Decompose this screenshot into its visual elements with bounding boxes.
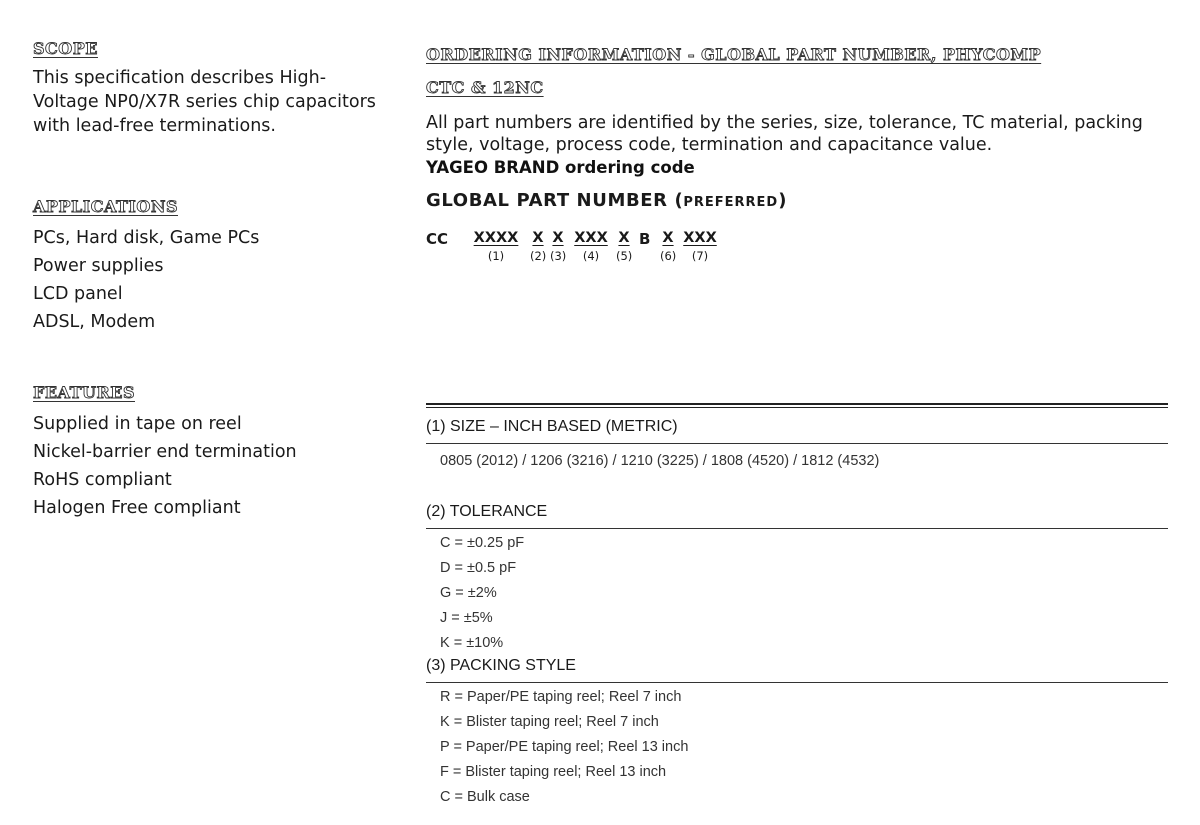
global-title-small: PREFERRED bbox=[683, 195, 779, 210]
code-token-number: (2) bbox=[530, 249, 547, 263]
list-item: R = Paper/PE taping reel; Reel 7 inch bbox=[440, 689, 682, 705]
applications-list bbox=[33, 224, 378, 336]
list-item: 0805 (2012) / 1206 (3216) / 1210 (3225) / 1808 (4520) / 1812 (4532) bbox=[440, 453, 880, 469]
list-item: C = ±0.25 pF bbox=[440, 535, 525, 551]
code-fixed-letter: B bbox=[639, 230, 651, 248]
code-token-number: (1) bbox=[487, 249, 505, 263]
features-heading: FEATURES bbox=[33, 383, 135, 402]
code-token-number: (7) bbox=[691, 249, 709, 263]
applications-heading: APPLICATIONS bbox=[33, 197, 178, 216]
scope-section bbox=[33, 38, 378, 138]
scope-heading: SCOPE bbox=[33, 39, 98, 58]
divider bbox=[426, 407, 1168, 408]
list-item: G = ±2% bbox=[440, 585, 497, 601]
list-item: PCs, Hard disk, Game PCs bbox=[33, 228, 260, 248]
ordering-intro: All part numbers are identified by the series, size, tolerance, TC material, packing style, voltage, process code, termination and capacitance value. bbox=[426, 113, 1143, 155]
group-list bbox=[426, 685, 1168, 810]
code-token-text: XXX bbox=[574, 230, 608, 246]
global-part-number-title bbox=[426, 188, 1168, 216]
list-item: K = Blister taping reel; Reel 7 inch bbox=[440, 714, 659, 730]
scope-text: This specification describes High-Voltage NP0/X7R series chip capacitors with lead-free terminations. bbox=[33, 68, 376, 136]
code-token-tolerance bbox=[530, 230, 546, 263]
list-item: K = ±10% bbox=[440, 635, 504, 651]
divider bbox=[426, 403, 1168, 405]
packing-style-group bbox=[426, 656, 1168, 810]
group-title: (2) TOLERANCE bbox=[426, 502, 1168, 529]
group-title: (3) PACKING STYLE bbox=[426, 656, 1168, 683]
code-token-text: X bbox=[552, 230, 564, 246]
code-token-text: XXX bbox=[683, 230, 717, 246]
group-list bbox=[426, 531, 1168, 656]
tolerance-group bbox=[426, 502, 1168, 656]
code-token-text: X bbox=[662, 230, 674, 246]
list-item: F = Blister taping reel; Reel 13 inch bbox=[440, 764, 667, 780]
code-token-text: XXXX bbox=[473, 230, 519, 246]
list-item: RoHS compliant bbox=[33, 470, 172, 490]
ordering-heading-line1: ORDERING INFORMATION - GLOBAL PART NUMBER, PHYCOMP bbox=[426, 45, 1042, 64]
ordering-section bbox=[426, 38, 1168, 266]
code-token-capacitance bbox=[682, 230, 718, 263]
list-item: Power supplies bbox=[33, 256, 164, 276]
code-token-tc bbox=[573, 230, 609, 263]
size-group bbox=[426, 417, 1168, 474]
code-token-number: (5) bbox=[616, 249, 633, 263]
ordering-heading-line2: CTC & 12NC bbox=[426, 78, 544, 97]
group-list bbox=[426, 449, 1168, 474]
features-section bbox=[33, 382, 378, 522]
list-item: Nickel-barrier end termination bbox=[33, 442, 297, 462]
global-title-text: GLOBAL PART NUMBER ( bbox=[426, 190, 684, 211]
code-token-packing bbox=[550, 230, 566, 263]
code-token-number: (6) bbox=[660, 249, 677, 263]
list-item: Halogen Free compliant bbox=[33, 498, 241, 518]
list-item: D = ±0.5 pF bbox=[440, 560, 517, 576]
ordering-heading bbox=[426, 38, 1168, 104]
part-number-code bbox=[426, 230, 1168, 266]
list-item: C = Bulk case bbox=[440, 789, 530, 805]
group-title: (1) SIZE – INCH BASED (METRIC) bbox=[426, 417, 1168, 444]
list-item: LCD panel bbox=[33, 284, 123, 304]
left-column bbox=[33, 38, 378, 562]
brand-line: YAGEO BRAND ordering code bbox=[426, 158, 695, 177]
global-title-close: ) bbox=[778, 190, 788, 211]
code-token-text: X bbox=[532, 230, 544, 246]
code-token-number: (3) bbox=[550, 249, 567, 263]
applications-section bbox=[33, 196, 378, 336]
code-token-size bbox=[471, 230, 521, 263]
list-item: P = Paper/PE taping reel; Reel 13 inch bbox=[440, 739, 689, 755]
code-token-text: X bbox=[618, 230, 630, 246]
features-list bbox=[33, 410, 378, 522]
list-item: J = ±5% bbox=[440, 610, 493, 626]
code-token-number: (4) bbox=[582, 249, 600, 263]
code-token-voltage bbox=[616, 230, 632, 263]
code-prefix: CC bbox=[426, 230, 449, 248]
code-token-termination bbox=[660, 230, 676, 263]
list-item: Supplied in tape on reel bbox=[33, 414, 242, 434]
list-item: ADSL, Modem bbox=[33, 312, 156, 332]
